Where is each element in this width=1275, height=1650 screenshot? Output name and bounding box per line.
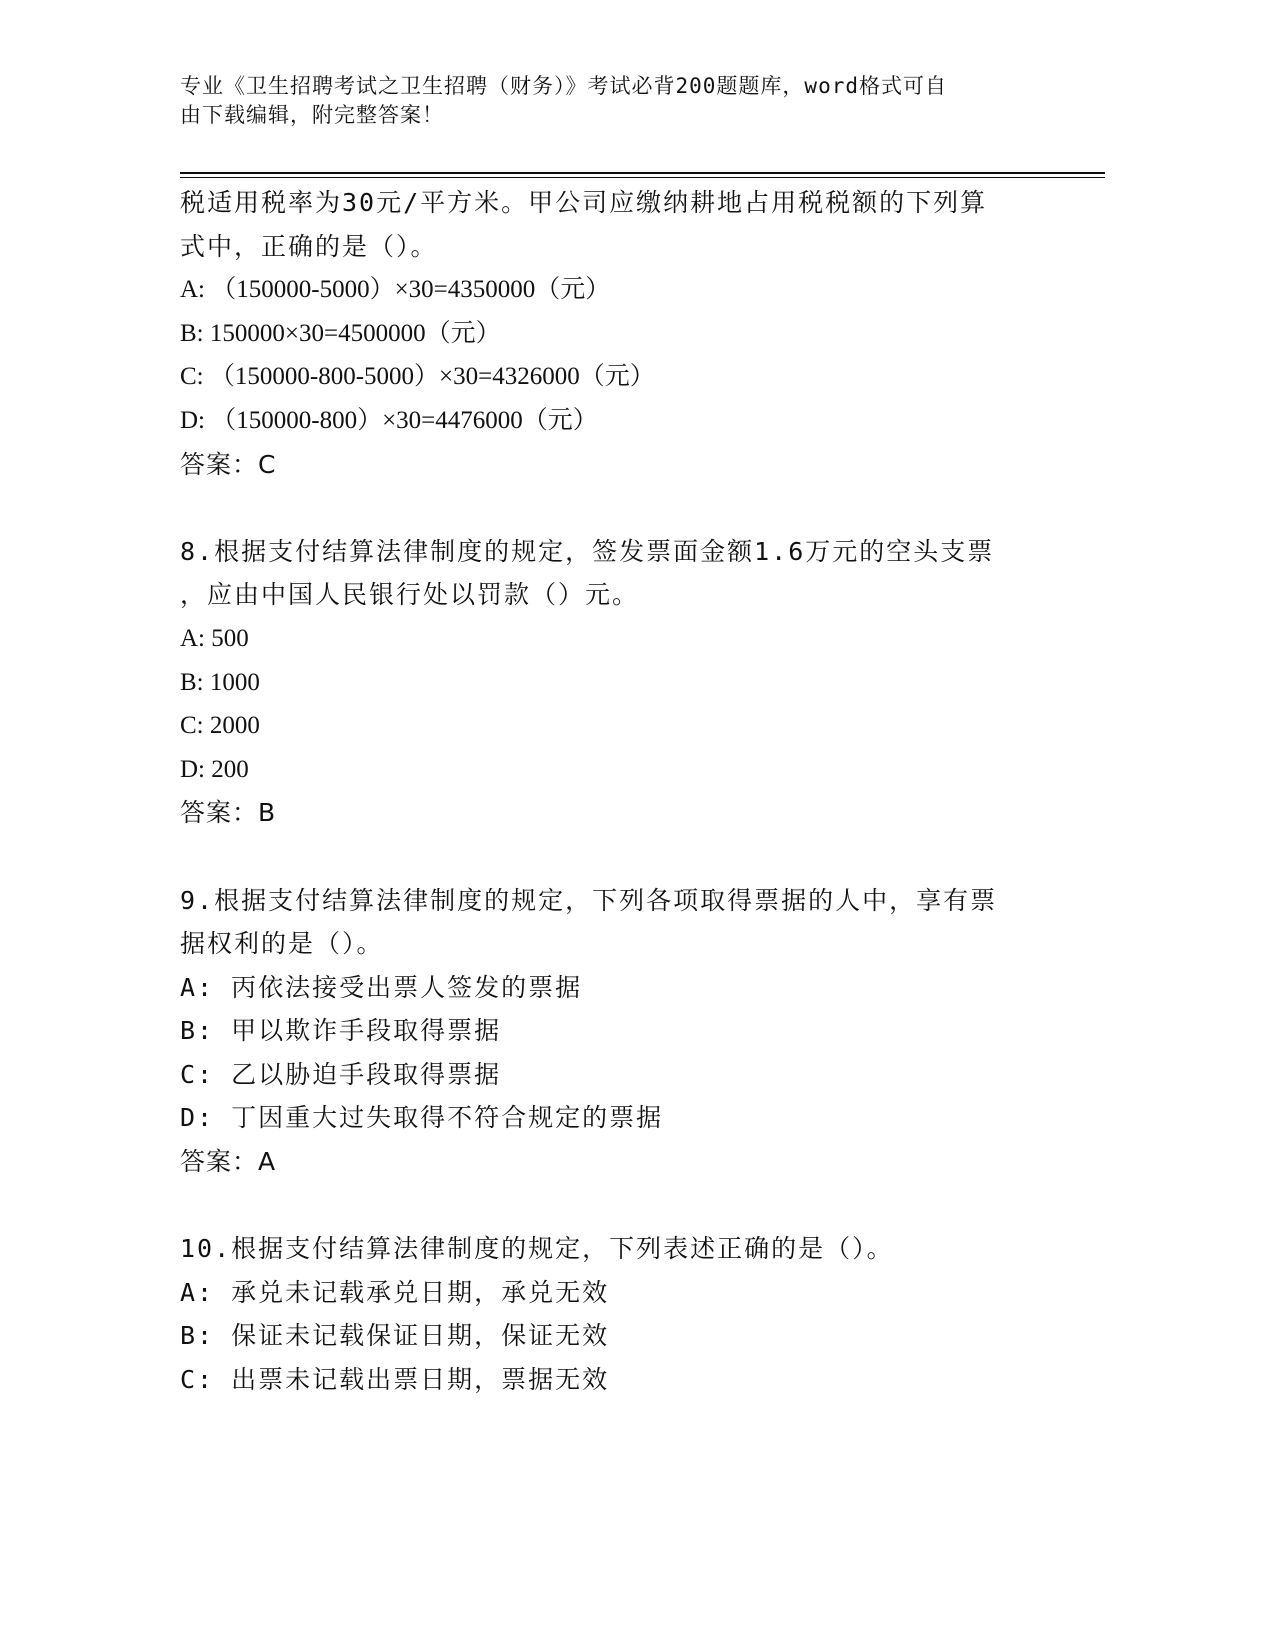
header-line-1: 专业《卫生招聘考试之卫生招聘（财务）》考试必背200题题库，word格式可自 [180, 74, 947, 98]
question-stem-line: 税适用税率为30元/平方米。甲公司应缴纳耕地占用税税额的下列算 [180, 188, 988, 217]
answer-line: 答案：C [180, 449, 277, 479]
question-stem-line: 据权利的是（）。 [180, 929, 384, 959]
question-spacer [180, 835, 1060, 879]
option-d: D: 200 [180, 755, 249, 783]
question-stem-line: ，应由中国人民银行处以罚款（）元。 [180, 580, 640, 610]
option-c: C: （150000-800-5000）×30=4326000（元） [180, 363, 655, 391]
question-list [180, 181, 1060, 1402]
question-8 [180, 530, 1060, 835]
option-b: B: 150000×30=4500000（元） [180, 319, 501, 347]
option-a: A: 承兑未记载承兑日期，承兑无效 [180, 1277, 610, 1307]
question-spacer [180, 1184, 1060, 1228]
option-b: B: 甲以欺诈手段取得票据 [180, 1016, 502, 1046]
document-header [180, 72, 1060, 130]
question-stem-line: 10.根据支付结算法律制度的规定，下列表述正确的是（）。 [180, 1234, 894, 1264]
option-a: A: 丙依法接受出票人签发的票据 [180, 972, 583, 1002]
option-a: A: （150000-5000）×30=4350000（元） [180, 276, 611, 304]
question-stem-line: 8.根据支付结算法律制度的规定，签发票面金额1.6万元的空头支票 [180, 536, 995, 566]
header-line-2: 由下载编辑，附完整答案！ [180, 103, 444, 127]
option-c: C: 乙以胁迫手段取得票据 [180, 1059, 502, 1089]
option-b: B: 保证未记载保证日期，保证无效 [180, 1321, 610, 1351]
header-divider-thin [180, 177, 1105, 178]
question-stem-line: 9.根据支付结算法律制度的规定，下列各项取得票据的人中，享有票 [180, 885, 998, 915]
option-b: B: 1000 [180, 668, 260, 696]
option-c: C: 出票未记载出票日期，票据无效 [180, 1365, 610, 1395]
option-c: C: 2000 [180, 712, 260, 740]
question-10 [180, 1227, 1060, 1401]
option-a: A: 500 [180, 624, 249, 652]
header-divider-thick [180, 172, 1105, 174]
option-d: D: （150000-800）×30=4476000（元） [180, 406, 598, 434]
answer-line: 答案：B [180, 798, 277, 828]
option-d: D: 丁因重大过失取得不符合规定的票据 [180, 1103, 664, 1133]
question-stem-line: 式中，正确的是（）。 [180, 231, 438, 261]
question-7 [180, 181, 1060, 486]
answer-line: 答案：A [180, 1147, 277, 1177]
question-9 [180, 879, 1060, 1184]
question-spacer [180, 486, 1060, 530]
